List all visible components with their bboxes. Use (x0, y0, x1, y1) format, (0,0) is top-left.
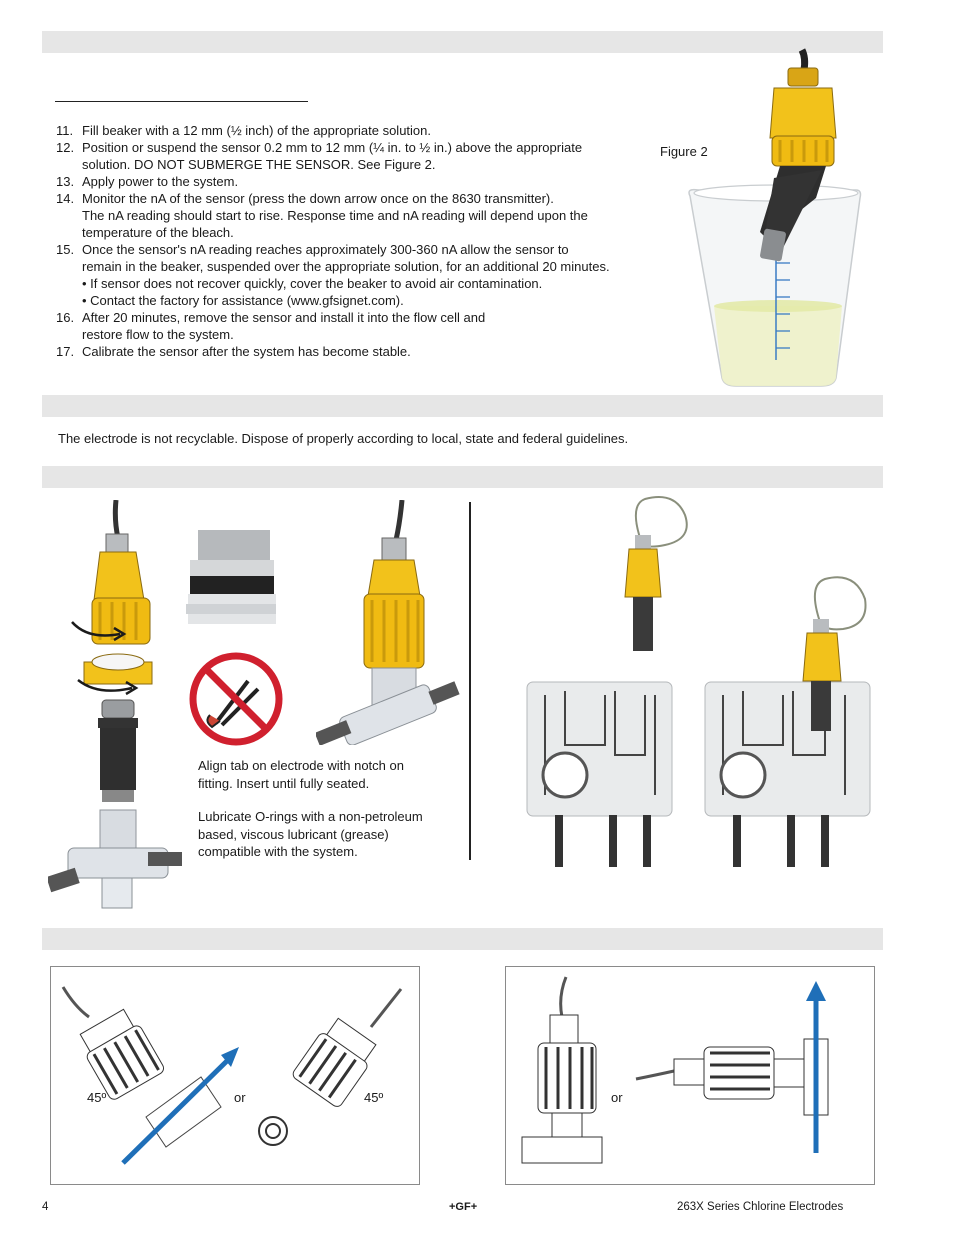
step-number: 15. (56, 242, 75, 257)
no-wrench-prohibition-icon (188, 651, 284, 747)
o-ring-detail-illustration (184, 530, 276, 630)
subheading-rule (55, 101, 308, 102)
section-header-bar-orientation (42, 928, 883, 950)
panel-mount-illustrations (525, 495, 875, 880)
figure-2-sensor-beaker-illustration (676, 48, 866, 393)
step-item (56, 309, 666, 343)
step-text-line: Apply power to the system. (82, 174, 239, 189)
install-note-lubricate: Lubricate O-rings with a non-petroleum based, viscous lubricant (grease) compatible with the system. (198, 809, 423, 859)
or-label-vertical: or (611, 1090, 623, 1105)
sensor-installed-in-tee-illustration (316, 500, 460, 745)
step-number: 12. (56, 140, 75, 155)
step-item (56, 173, 666, 190)
step-text-line: Calibrate the sensor after the system has become stable. (82, 344, 411, 359)
install-note-align-tab: Align tab on electrode with notch on fitting. Insert until fully seated. (198, 758, 404, 791)
step-text-line: • If sensor does not recover quickly, cover the beaker to avoid air contamination. (82, 276, 543, 291)
step-text-line: Monitor the nA of the sensor (press the down arrow once on the 8630 transmitter). (82, 191, 554, 206)
section-header-bar-disposal (42, 395, 883, 417)
disposal-text: The electrode is not recyclable. Dispose of properly according to local, state and federal guidelines. (58, 431, 629, 446)
step-text-line: remain in the beaker, suspended over the appropriate solution, for an additional 20 minutes. (82, 259, 610, 274)
step-text-line: temperature of the bleach. (82, 225, 234, 240)
page-number: 4 (42, 1201, 49, 1213)
step-item (56, 190, 666, 241)
step-text-line: restore flow to the system. (82, 327, 234, 342)
step-text-line: • Contact the factory for assistance (www.gfsignet.com). (82, 293, 404, 308)
orientation-45-degree-illustration (51, 967, 417, 1182)
gf-logo: +GF+ (449, 1201, 478, 1213)
step-text-line: Once the sensor's nA reading reaches approximately 300-360 nA allow the sensor to (82, 242, 569, 257)
or-label-left: or (234, 1090, 246, 1105)
step-bullet (56, 292, 666, 309)
step-text-line: After 20 minutes, remove the sensor and install it into the flow cell and (82, 310, 486, 325)
angle-label-left: 45º (87, 1090, 107, 1105)
step-bullet (56, 275, 666, 292)
sensor-exploded-assembly-illustration (48, 500, 188, 915)
step-text-line: Fill beaker with a 12 mm (½ inch) of the appropriate solution. (82, 123, 432, 138)
step-number: 17. (56, 344, 75, 359)
step-number: 13. (56, 174, 75, 189)
angle-label-right: 45º (364, 1090, 384, 1105)
document-title: 263X Series Chlorine Electrodes (677, 1201, 844, 1213)
step-item (56, 122, 666, 139)
step-text-line: solution. DO NOT SUBMERGE THE SENSOR. See Figure 2. (82, 157, 436, 172)
install-divider-line (469, 502, 471, 860)
step-item (56, 139, 666, 173)
step-item (56, 241, 666, 275)
step-number: 16. (56, 310, 75, 325)
step-number: 11. (56, 123, 74, 138)
step-text-line: The nA reading should start to rise. Response time and nA reading will depend upon the (82, 208, 588, 223)
section-header-bar-installation (42, 466, 883, 488)
orientation-vertical-illustration (506, 967, 872, 1182)
step-number: 14. (56, 191, 75, 206)
step-text-line: Position or suspend the sensor 0.2 mm to 12 mm (¼ in. to ½ in.) above the appropriate (82, 140, 583, 155)
recondition-step-list (56, 122, 666, 360)
figure-2-label: Figure 2 (660, 144, 708, 159)
step-item (56, 343, 666, 360)
